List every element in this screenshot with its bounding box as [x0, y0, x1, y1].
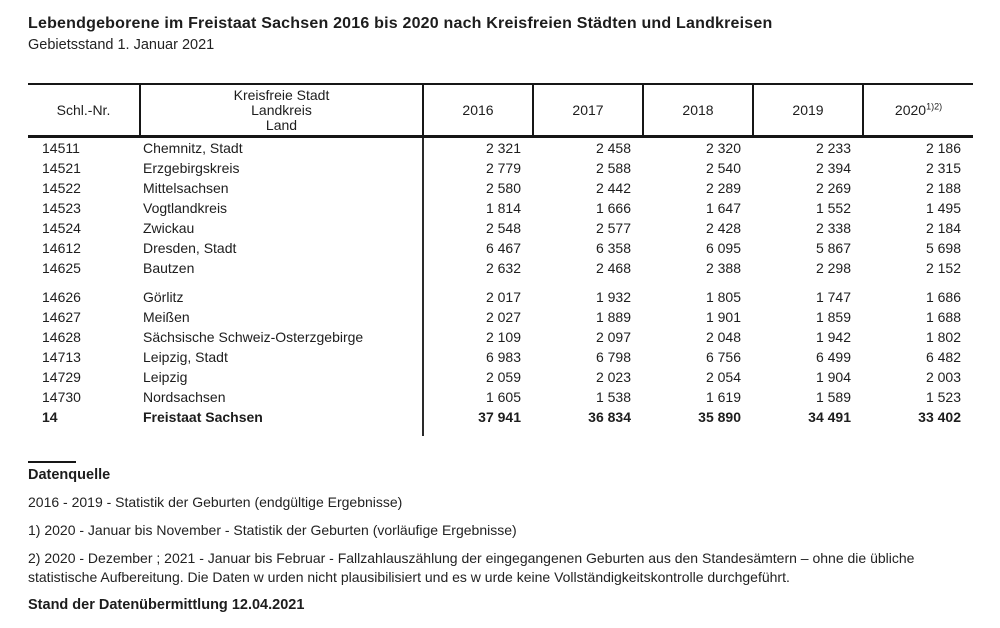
value-cell: 1 589 [815, 389, 851, 405]
value-cell: 1 859 [815, 309, 851, 325]
value-cell: 1 552 [815, 200, 851, 216]
page-title: Lebendgeborene im Freistaat Sachsen 2016 bis 2020 nach Kreisfreien Städten und Landkreisen [28, 15, 773, 32]
value-cell: 6 482 [925, 349, 961, 365]
value-cell: 33 402 [918, 409, 961, 425]
value-cell: 2 388 [705, 260, 741, 276]
table-row [28, 198, 973, 218]
footnote-marker: 1)2) [926, 100, 943, 111]
table-row [28, 347, 973, 367]
table-row [28, 278, 973, 307]
value-cell: 2 540 [705, 160, 741, 176]
year-label: 2016 [462, 101, 494, 118]
value-cell: 5 867 [815, 240, 851, 256]
col-header-region [140, 84, 423, 137]
value-cell: 2 394 [815, 160, 851, 176]
value-cell: 35 890 [698, 409, 741, 425]
col-header-schl-nr: Schl.-Nr. [28, 84, 140, 137]
value-cell: 2 577 [595, 220, 631, 236]
value-cell: 6 095 [705, 240, 741, 256]
value-cell: 1 686 [925, 289, 961, 305]
region-code: 14 [42, 409, 58, 425]
value-cell: 2 027 [485, 309, 521, 325]
region-code: 14521 [42, 160, 81, 176]
value-cell: 6 467 [485, 240, 521, 256]
value-cell: 2 186 [925, 140, 961, 156]
region-name: Sächsische Schweiz-Osterzgebirge [140, 327, 423, 347]
datasource-heading: Datenquelle [28, 467, 111, 483]
value-cell: 1 814 [485, 200, 521, 216]
value-cell: 2 779 [485, 160, 521, 176]
value-cell: 2 458 [595, 140, 631, 156]
region-code: 14522 [42, 180, 81, 196]
region-name: Nordsachsen [140, 387, 423, 407]
region-name: Görlitz [140, 278, 423, 307]
region-code: 14524 [42, 220, 81, 236]
table-row [28, 137, 973, 159]
col-header-region-line-2: Landkreis [251, 101, 312, 118]
region-code: 14730 [42, 389, 81, 405]
value-cell: 2 054 [705, 369, 741, 385]
page-subtitle: Gebietsstand 1. Januar 2021 [28, 37, 215, 53]
value-cell: 1 805 [705, 289, 741, 305]
table-row [28, 218, 973, 238]
col-header-year-2018 [643, 84, 753, 137]
value-cell: 2 059 [485, 369, 521, 385]
value-cell: 36 834 [588, 409, 631, 425]
col-header-year-2017 [533, 84, 643, 137]
spacer-cell [140, 427, 423, 436]
value-cell: 37 941 [478, 409, 521, 425]
value-cell: 2 320 [705, 140, 741, 156]
value-cell: 2 184 [925, 220, 961, 236]
spacer-cell [643, 427, 753, 436]
value-cell: 6 358 [595, 240, 631, 256]
value-cell: 1 747 [815, 289, 851, 305]
year-label: 2019 [792, 101, 824, 118]
region-name: Meißen [140, 307, 423, 327]
region-name: Freistaat Sachsen [140, 407, 423, 427]
total-row [28, 407, 973, 427]
value-cell: 2 321 [485, 140, 521, 156]
value-cell: 1 942 [815, 329, 851, 345]
col-header-region-line-3: Land [265, 116, 298, 133]
region-name: Bautzen [140, 258, 423, 278]
value-cell: 6 756 [705, 349, 741, 365]
col-header-year-2019 [753, 84, 863, 137]
table-header-row [28, 84, 973, 137]
spacer-cell [753, 427, 863, 436]
value-cell: 1 688 [925, 309, 961, 325]
region-name: Mittelsachsen [140, 178, 423, 198]
value-cell: 1 901 [705, 309, 741, 325]
value-cell: 2 442 [595, 180, 631, 196]
year-label: 2020 [894, 101, 927, 118]
value-cell: 1 647 [705, 200, 741, 216]
value-cell: 2 338 [815, 220, 851, 236]
region-code: 14729 [42, 369, 81, 385]
spacer-cell [863, 427, 973, 436]
divider-tail-row [28, 427, 973, 436]
value-cell: 2 109 [485, 329, 521, 345]
value-cell: 6 798 [595, 349, 631, 365]
value-cell: 1 605 [485, 389, 521, 405]
data-transmission-date: Stand der Datenübermittlung 12.04.2021 [28, 597, 305, 613]
region-code: 14626 [42, 289, 81, 305]
spacer-cell [423, 427, 533, 436]
value-cell: 2 468 [595, 260, 631, 276]
col-header-year-2016 [423, 84, 533, 137]
value-cell: 2 298 [815, 260, 851, 276]
value-cell: 34 491 [808, 409, 851, 425]
value-cell: 2 632 [485, 260, 521, 276]
table-row [28, 178, 973, 198]
region-code: 14612 [42, 240, 81, 256]
births-table [28, 83, 973, 436]
table-row [28, 258, 973, 278]
spacer-cell [533, 427, 643, 436]
footnote-section [28, 461, 1000, 614]
value-cell: 5 698 [925, 240, 961, 256]
value-cell: 1 802 [925, 329, 961, 345]
footnote-line-1: 2016 - 2019 - Statistik der Geburten (endgültige Ergebnisse) [28, 494, 403, 510]
value-cell: 2 548 [485, 220, 521, 236]
value-cell: 1 889 [595, 309, 631, 325]
region-code: 14511 [42, 140, 80, 156]
spacer-cell [28, 427, 140, 436]
region-name: Leipzig [140, 367, 423, 387]
value-cell: 2 188 [925, 180, 961, 196]
value-cell: 1 523 [925, 389, 961, 405]
region-name: Chemnitz, Stadt [140, 137, 423, 159]
value-cell: 2 315 [925, 160, 961, 176]
value-cell: 2 152 [925, 260, 961, 276]
table-row [28, 367, 973, 387]
value-cell: 1 619 [705, 389, 741, 405]
footnote-rule [28, 461, 76, 463]
footnote-line-2: 1) 2020 - Januar bis November - Statistik der Geburten (vorläufige Ergebnisse) [28, 522, 517, 538]
year-label: 2017 [572, 101, 604, 118]
region-name: Dresden, Stadt [140, 238, 423, 258]
value-cell: 1 538 [595, 389, 631, 405]
region-name: Vogtlandkreis [140, 198, 423, 218]
value-cell: 1 904 [815, 369, 851, 385]
value-cell: 2 023 [595, 369, 631, 385]
value-cell: 2 017 [485, 289, 521, 305]
table-row [28, 158, 973, 178]
table-row [28, 238, 973, 258]
value-cell: 1 932 [595, 289, 631, 305]
region-code: 14625 [42, 260, 81, 276]
region-code: 14713 [42, 349, 81, 365]
value-cell: 2 580 [485, 180, 521, 196]
value-cell: 6 499 [815, 349, 851, 365]
value-cell: 2 097 [595, 329, 631, 345]
col-header-region-line-1: Kreisfreie Stadt [233, 86, 330, 103]
value-cell: 1 666 [595, 200, 631, 216]
value-cell: 2 048 [705, 329, 741, 345]
value-cell: 1 495 [925, 200, 961, 216]
table-row [28, 327, 973, 347]
footnote-line-3: 2) 2020 - Dezember ; 2021 - Januar bis Februar - Fallzahlauszählung der eingegangenen Geburten aus den Standesämtern – ohne die übliche statistische Aufbereitung. Die Daten w urden nicht plausibilisiert und es w urde keine Vollständigkeitskontrolle durchgeführt. [28, 550, 915, 585]
value-cell: 2 269 [815, 180, 851, 196]
region-name: Leipzig, Stadt [140, 347, 423, 367]
table-body [28, 137, 973, 437]
value-cell: 2 003 [925, 369, 961, 385]
region-code: 14628 [42, 329, 81, 345]
value-cell: 2 289 [705, 180, 741, 196]
year-label: 2018 [682, 101, 714, 118]
table-row [28, 307, 973, 327]
region-name: Erzgebirgskreis [140, 158, 423, 178]
region-code: 14523 [42, 200, 81, 216]
region-name: Zwickau [140, 218, 423, 238]
value-cell: 6 983 [485, 349, 521, 365]
region-code: 14627 [42, 309, 81, 325]
value-cell: 2 588 [595, 160, 631, 176]
table-row [28, 387, 973, 407]
value-cell: 2 233 [815, 140, 851, 156]
value-cell: 2 428 [705, 220, 741, 236]
col-header-year-2020 [863, 84, 973, 137]
